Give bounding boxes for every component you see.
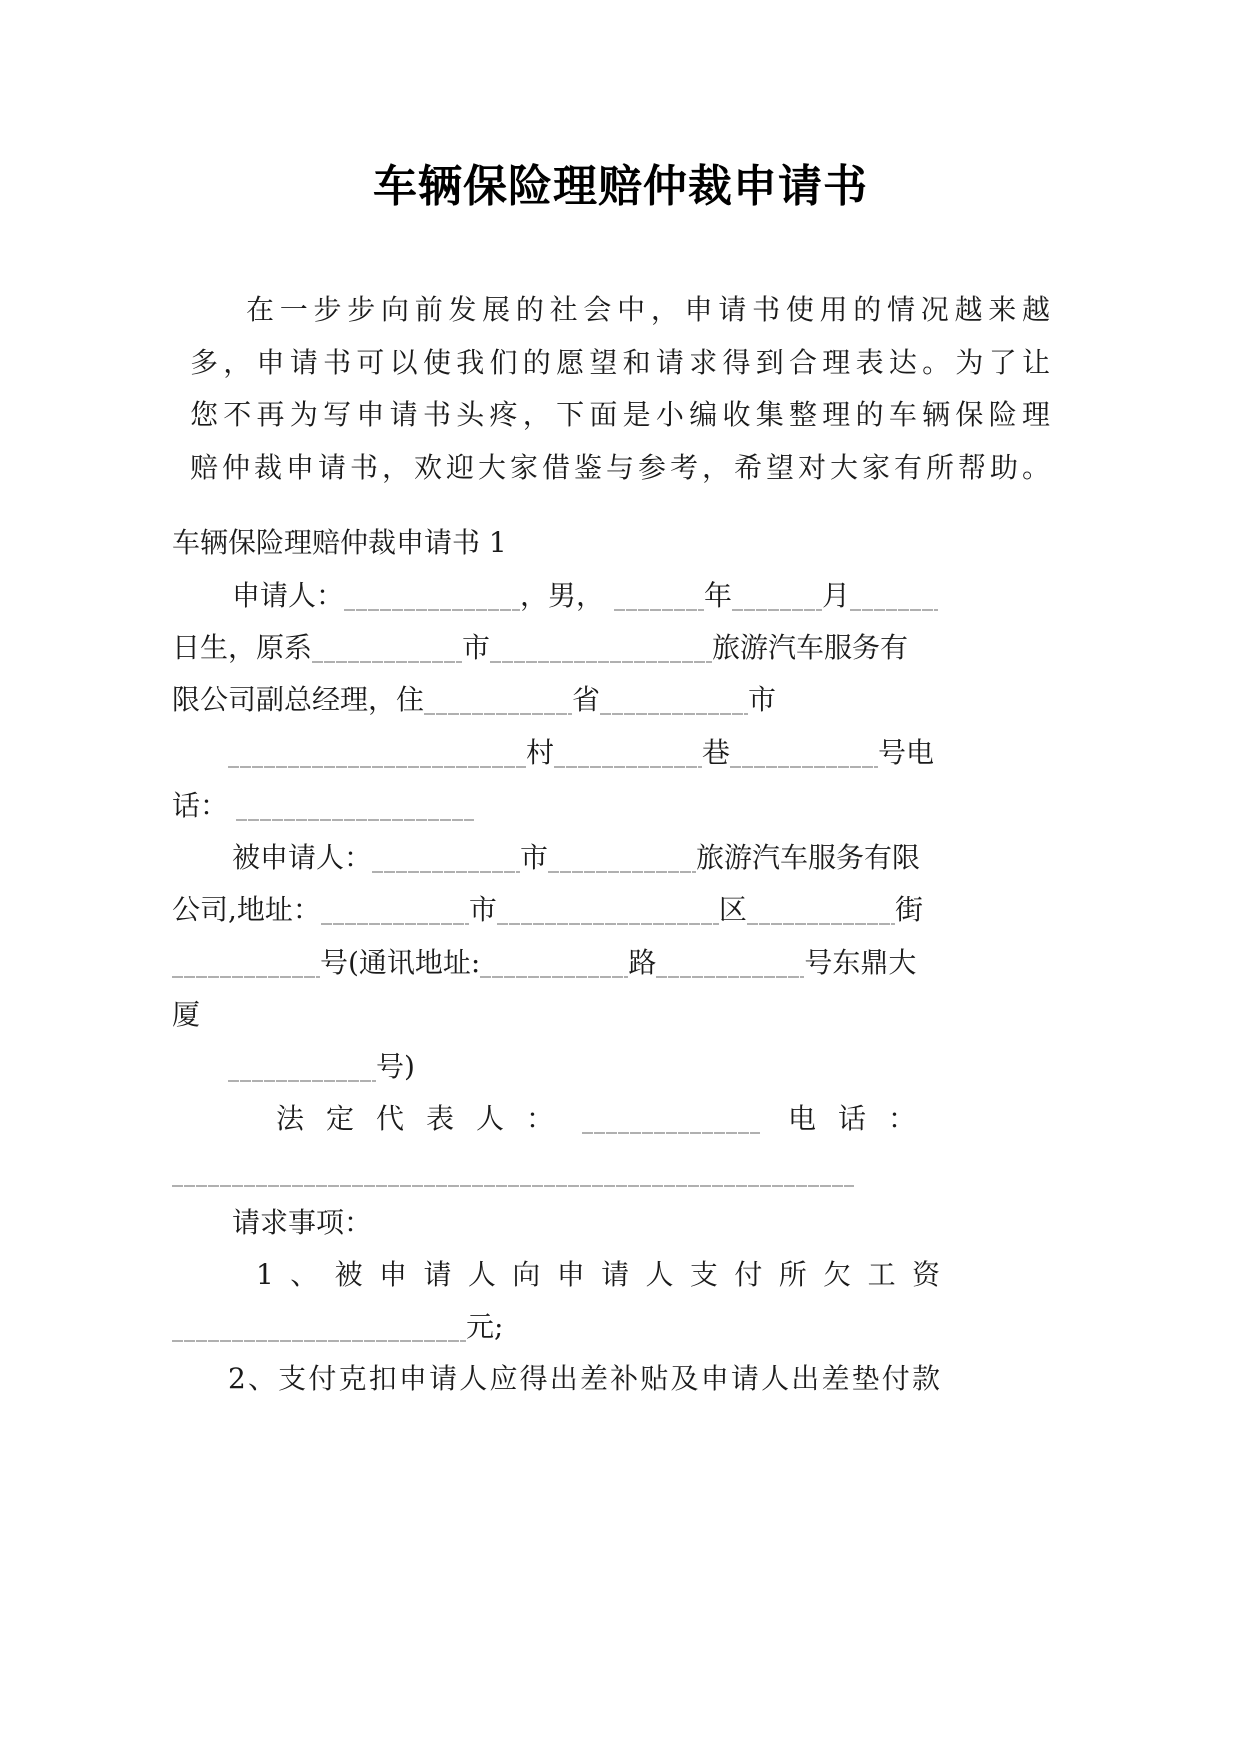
blank-lane[interactable]: [554, 766, 702, 768]
label-legal-representative: 法定代表人：: [276, 1102, 577, 1135]
intro-line: 多，申请书可以使我们的愿望和请求得到合理表达。为了让: [190, 346, 1050, 379]
blank-respondent-city[interactable]: [372, 871, 520, 873]
label-yuan: 元;: [466, 1310, 504, 1343]
label-phone: 电话：: [788, 1102, 939, 1135]
blank-province[interactable]: [424, 713, 572, 715]
blank-street-number[interactable]: [172, 976, 320, 978]
label-building: 号东鼎大: [804, 946, 917, 979]
intro-line: 赔仲裁申请书，欢迎大家借鉴与参考，希望对大家有所帮助。: [190, 451, 1050, 484]
label-number-close: 号): [376, 1050, 415, 1083]
label-city: 市: [462, 631, 491, 664]
label-born-formerly: 日生，原系: [172, 631, 313, 664]
blank-birth-day[interactable]: [850, 609, 938, 611]
label-number-phone: 号电: [878, 736, 935, 769]
label-road: 路: [628, 946, 657, 979]
label-mailing-address: 号(通讯地址:: [320, 946, 481, 979]
intro-line: 您不再为写申请书头疼，下面是小编收集整理的车辆保险理: [190, 398, 1050, 431]
blank-address-street[interactable]: [747, 923, 895, 925]
label-district: 区: [718, 893, 747, 926]
blank-applicant-name[interactable]: [344, 609, 520, 611]
section-heading: 车辆保险理赔仲裁申请书 1: [172, 526, 507, 559]
label-position-residence: 限公司副总经理，住: [172, 683, 425, 716]
blank-unpaid-wages[interactable]: [172, 1340, 466, 1342]
blank-respondent-company[interactable]: [548, 871, 696, 873]
label-city: 市: [520, 841, 549, 874]
blank-address-city[interactable]: [321, 923, 469, 925]
label-province: 省: [572, 683, 601, 716]
label-male: ，男，: [520, 579, 605, 612]
blank-road[interactable]: [480, 976, 628, 978]
claim-item-1: 1、被申请人向申请人支付所欠工资: [256, 1258, 940, 1291]
blank-respondent-phone[interactable]: [172, 1185, 854, 1187]
blank-birth-year[interactable]: [614, 609, 704, 611]
claim-item-2: 2、支付克扣申请人应得出差补贴及申请人出差垫付款: [228, 1362, 940, 1395]
blank-address-district[interactable]: [497, 923, 719, 925]
label-city: 市: [468, 893, 497, 926]
label-company-address: 公司,地址：: [172, 893, 321, 926]
blank-legal-representative[interactable]: [582, 1132, 760, 1134]
label-city: 市: [748, 683, 777, 716]
label-building-end: 厦: [172, 998, 201, 1031]
blank-village[interactable]: [228, 766, 526, 768]
blank-former-company[interactable]: [490, 661, 712, 663]
label-respondent: 被申请人：: [232, 841, 373, 874]
label-lane: 巷: [702, 736, 731, 769]
blank-applicant-phone[interactable]: [236, 819, 474, 821]
intro-line: 在一步步向前发展的社会中，申请书使用的情况越来越: [246, 293, 1050, 326]
label-village: 村: [526, 736, 555, 769]
blank-birth-month[interactable]: [732, 609, 822, 611]
label-phone: 话：: [172, 789, 229, 822]
label-month: 月: [822, 579, 851, 612]
label-street: 街: [894, 893, 923, 926]
blank-former-city[interactable]: [312, 661, 462, 663]
label-year: 年: [704, 579, 733, 612]
blank-residence-city[interactable]: [600, 713, 748, 715]
document-title: 车辆保险理赔仲裁申请书: [373, 161, 868, 212]
blank-building-number[interactable]: [228, 1080, 376, 1082]
label-applicant: 申请人：: [232, 579, 345, 612]
blank-house-number[interactable]: [730, 766, 878, 768]
claims-heading: 请求事项：: [232, 1206, 373, 1239]
label-company-type: 旅游汽车服务有: [712, 631, 909, 664]
label-company-type: 旅游汽车服务有限: [696, 841, 921, 874]
blank-road-number[interactable]: [656, 976, 804, 978]
